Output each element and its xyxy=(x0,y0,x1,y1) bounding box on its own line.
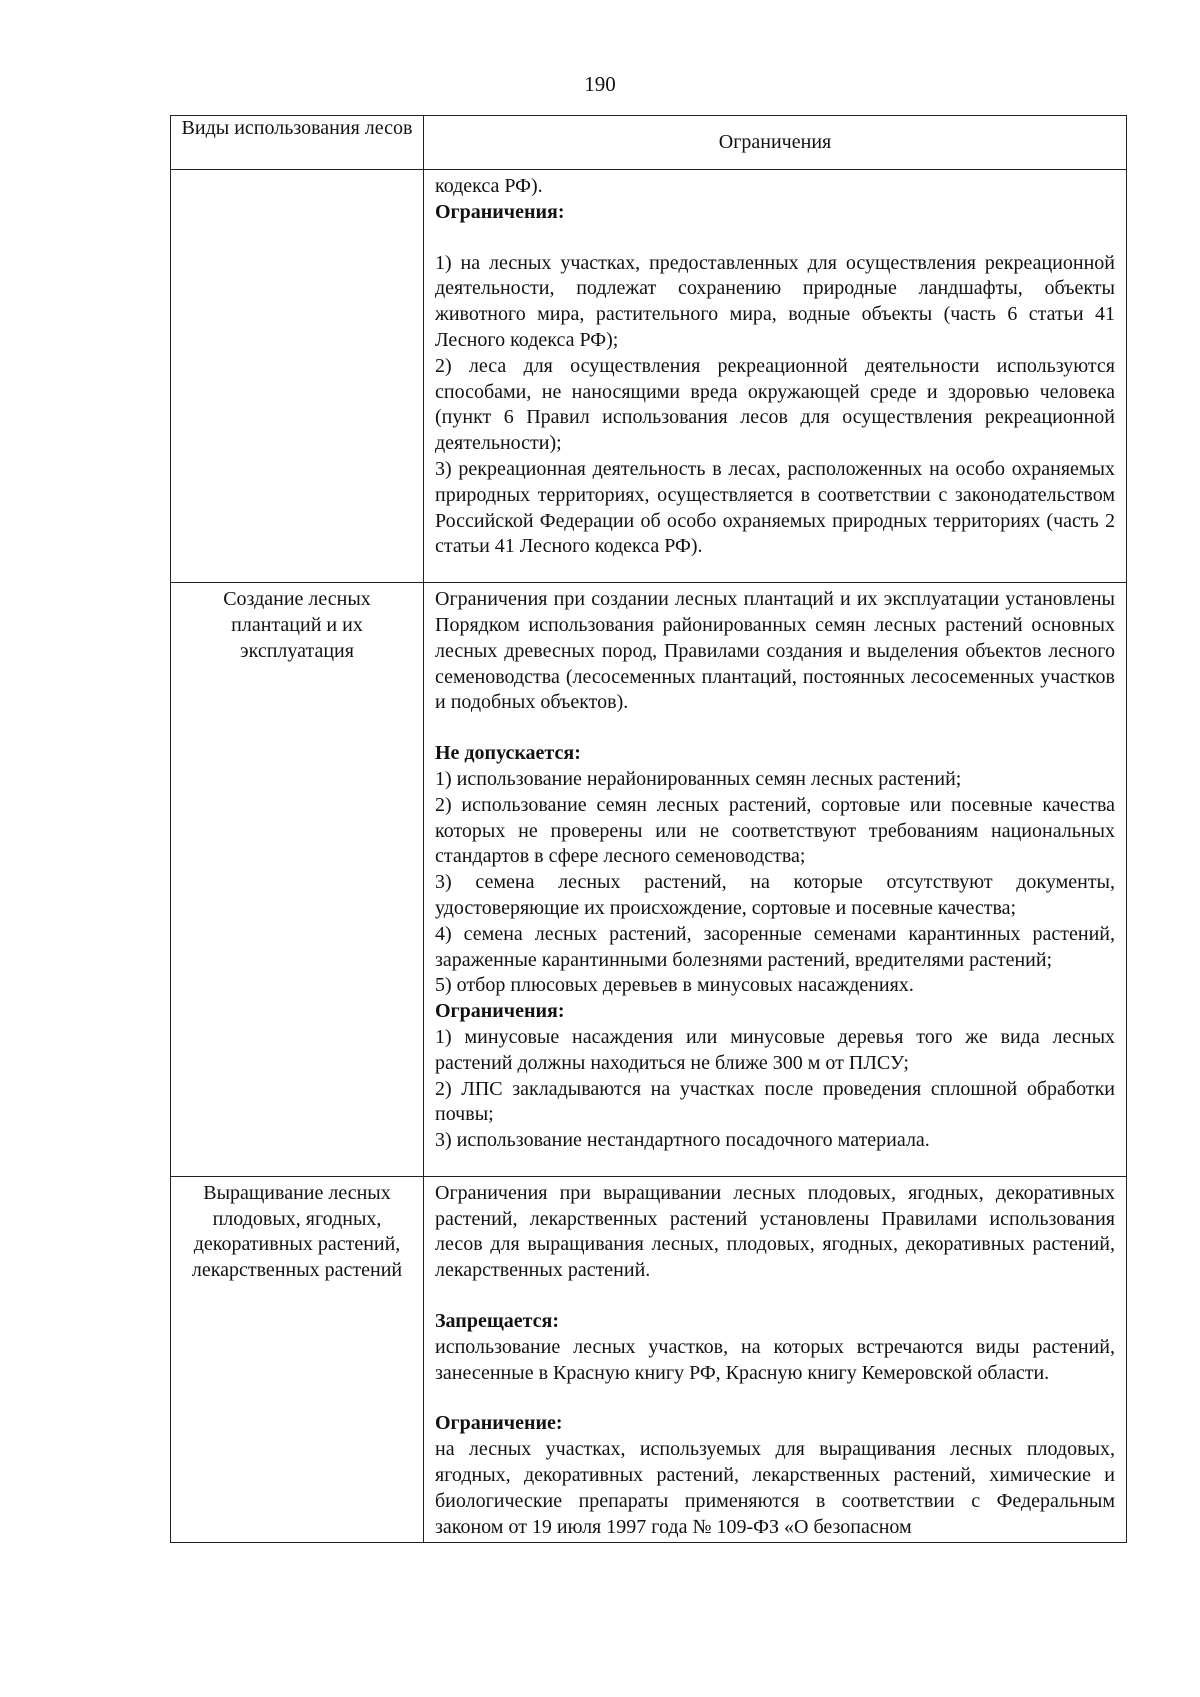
table-row xyxy=(171,1176,1127,1543)
text-paragraph: на лесных участках, используемых для выращивания лесных плодовых, ягодных, декоративных растений, лекарственных растений, химические и биологические препараты применяются в соответствии с Федеральным законом от 19 июля 1997 года № 109-ФЗ «О безопасном xyxy=(435,1438,1115,1538)
blank-line xyxy=(435,1284,1115,1309)
text-line: кодекса РФ). xyxy=(435,175,543,197)
table-row xyxy=(171,583,1127,1177)
restrictions-cell xyxy=(424,170,1127,583)
table-row xyxy=(171,170,1127,583)
table-header-row xyxy=(171,116,1127,170)
restrictions-table xyxy=(170,115,1127,1543)
header-restrictions: Ограничения xyxy=(424,116,1127,170)
section-heading: Ограничения: xyxy=(435,1000,565,1023)
list-item: 1) использование нерайонированных семян лесных растений; xyxy=(435,767,962,790)
section-heading: Запрещается: xyxy=(435,1310,560,1333)
section-heading: Не допускается: xyxy=(435,742,581,765)
list-item: 2) ЛПС закладываются на участках после проведения сплошной обработки почвы; xyxy=(435,1077,1115,1126)
restrictions-cell xyxy=(424,1176,1127,1543)
blank-line xyxy=(435,716,1115,741)
list-item: 1) минусовые насаждения или минусовые деревья того же вида лесных растений должны находиться не ближе 300 м от ПЛСУ; xyxy=(435,1025,1115,1074)
list-item: 2) использование семян лесных растений, сортовые или посевные качества которых не проверены или не соответствуют требованиям национальных стандартов в сфере лесного семеноводства; xyxy=(435,793,1115,868)
header-usage-types: Виды использования лесов xyxy=(171,116,424,170)
text-paragraph: Ограничения при выращивании лесных плодовых, ягодных, декоративных растений, лекарственных растений установлены Правилами использования лесов для выращивания лесных, плодовых, ягодных, декоративных растений, лекарственных растений. xyxy=(435,1181,1115,1282)
blank-line xyxy=(435,226,1115,251)
list-item: 4) семена лесных растений, засоренные семенами карантинных растений, зараженные карантинными болезнями растений, вредителями растений; xyxy=(435,922,1115,971)
usage-type-cell xyxy=(171,170,424,583)
usage-type-cell: Выращивание лесных плодовых, ягодных, декоративных растений, лекарственных растений xyxy=(171,1176,424,1543)
section-heading: Ограничения: xyxy=(435,200,565,223)
list-item: 3) семена лесных растений, на которые отсутствуют документы, удостоверяющие их происхождение, сортовые и посевные качества; xyxy=(435,871,1115,919)
list-item: 5) отбор плюсовых деревьев в минусовых насаждениях. xyxy=(435,974,914,997)
page-number: 190 xyxy=(584,72,616,96)
text-paragraph: Ограничения при создании лесных плантаций и их эксплуатации установлены Порядком использования районированных семян лесных растений основных лесных древесных пород, Правилами создания и выделения объектов лесного семеноводства (лесосеменных плантаций, постоянных лесосеменных участков и подобных объектов). xyxy=(435,588,1115,714)
blank-line xyxy=(435,1386,1115,1411)
section-heading: Ограничение: xyxy=(435,1412,563,1435)
usage-type-cell: Создание лесных плантаций и их эксплуатация xyxy=(171,583,424,1177)
list-item: 2) леса для осуществления рекреационной деятельности используются способами, не наносящими вреда окружающей среде и здоровью человека (пункт 6 Правил использования лесов для осуществления рекреационной деятельности); xyxy=(435,354,1115,455)
list-item: 3) рекреационная деятельность в лесах, расположенных на особо охраняемых природных территориях, осуществляется в соответствии с законодательством Российской Федерации об особо охраняемых природных территориях (часть 2 статьи 41 Лесного кодекса РФ). xyxy=(435,457,1115,558)
text-paragraph: использование лесных участков, на которых встречаются виды растений, занесенные в Красную книгу РФ, Красную книгу Кемеровской области. xyxy=(435,1335,1115,1384)
restrictions-cell xyxy=(424,583,1127,1177)
list-item: 3) использование нестандартного посадочного материала. xyxy=(435,1129,930,1152)
list-item: 1) на лесных участках, предоставленных для осуществления рекреационной деятельности, подлежат сохранению природные ландшафты, объекты животного мира, растительного мира, водные объекты (часть 6 статьи 41 Лесного кодекса РФ); xyxy=(435,251,1115,351)
